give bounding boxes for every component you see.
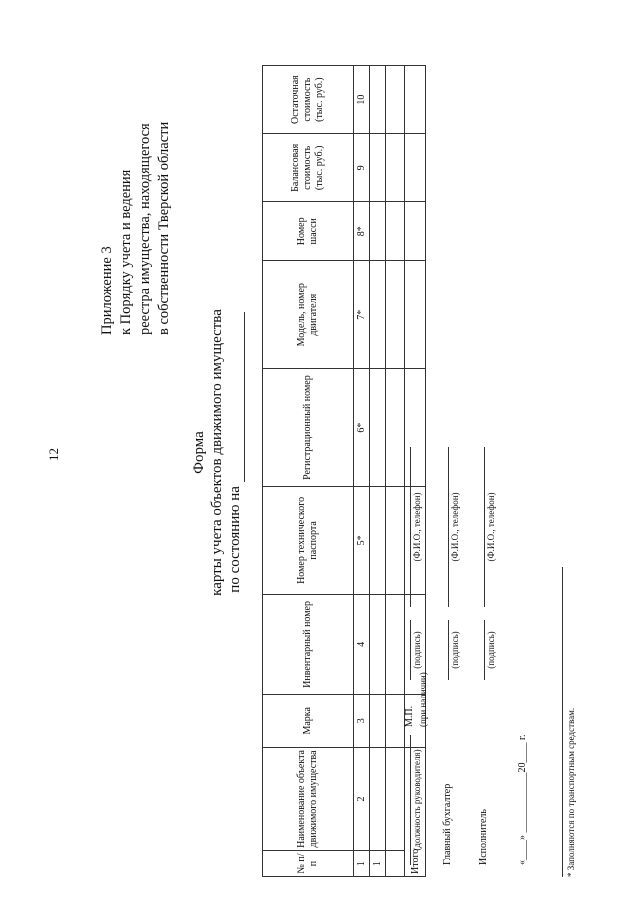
chief-fio-line (448, 447, 449, 607)
table-cell (370, 486, 386, 594)
footnote: * Заполняются по транспортным средствам. (566, 707, 576, 877)
form-subtitle: карты учета объектов движимого имущества (209, 309, 225, 596)
column-number: 4 (354, 594, 370, 694)
page-number: 12 (46, 448, 61, 461)
column-number: 7* (354, 261, 370, 369)
row-number: 1 (370, 851, 386, 877)
header-cell: Наименование объекта движимого имущества (263, 747, 354, 850)
header-cell: Остаточная стоимость (тыс. руб.) (263, 66, 354, 134)
table-cell (405, 134, 426, 202)
table-cell (386, 369, 405, 487)
table-cell (405, 66, 426, 134)
column-number: 9 (354, 134, 370, 202)
table-cell (370, 202, 386, 261)
stamp-note: (при наличии) (418, 672, 428, 727)
date-blank (226, 312, 245, 482)
table-cell (386, 694, 405, 747)
header-cell: Номер шасси (263, 202, 354, 261)
total-label: Итого (405, 747, 426, 876)
footnote-separator (562, 567, 563, 877)
header-cell: Инвентарный номер (263, 594, 354, 694)
head-sign-line (410, 620, 411, 680)
header-cell: № п/п (263, 851, 354, 877)
column-number: 6* (354, 369, 370, 487)
table-cell (386, 134, 405, 202)
appendix-line: к Порядку учета и ведения (118, 169, 134, 335)
table-cell (370, 369, 386, 487)
chief-accountant-label: Главный бухгалтер (442, 783, 453, 865)
table-cell (386, 202, 405, 261)
head-signature-line (410, 735, 411, 865)
appendix-line: реестра имущества, находящегося (137, 123, 153, 335)
head-position-caption: (должность руководителя) (412, 749, 422, 851)
column-number: 5* (354, 486, 370, 594)
form-title: Форма (191, 431, 207, 474)
table-row (386, 66, 405, 877)
table-cell (370, 261, 386, 369)
column-number: 8* (354, 202, 370, 261)
column-number: 10 (354, 66, 370, 134)
chief-sign-line (448, 620, 449, 680)
appendix-line: в собственности Тверской области (156, 121, 172, 335)
table-row (370, 66, 386, 877)
executor-sign-line (484, 620, 485, 680)
signature-caption: (подпись) (412, 631, 422, 669)
table-header-row (263, 66, 354, 877)
appendix-line: Приложение 3 (99, 246, 115, 335)
table-cell (386, 261, 405, 369)
table-cell (370, 134, 386, 202)
table-cell (386, 486, 405, 594)
column-number: 2 (354, 747, 370, 850)
fio-caption: (Ф.И.О., телефон) (450, 492, 460, 562)
table-cell (370, 66, 386, 134)
signature-caption: (подпись) (486, 631, 496, 669)
fio-caption: (Ф.И.О., телефон) (412, 492, 422, 562)
table-cell (370, 694, 386, 747)
table-cell (386, 66, 405, 134)
stamp-label: М.П. (404, 705, 415, 727)
header-cell: Марка (263, 694, 354, 747)
fio-caption: (Ф.И.О., телефон) (486, 492, 496, 562)
table-cell (370, 747, 386, 850)
as-of-label: по состоянию на (227, 486, 243, 593)
header-cell: Балансовая стоимость (тыс. руб.) (263, 134, 354, 202)
head-fio-line (410, 447, 411, 607)
table-cell (405, 261, 426, 369)
table-cell (370, 594, 386, 694)
date-field: «____» ____________20____ г. (517, 734, 528, 865)
executor-label: Исполнитель (478, 809, 489, 865)
table-cell (386, 747, 405, 850)
table-cell (386, 594, 405, 694)
appendix-block (98, 122, 174, 335)
form-date-line (226, 0, 245, 905)
signature-caption: (подпись) (450, 631, 460, 669)
inventory-table (262, 65, 426, 877)
table-cell (405, 202, 426, 261)
header-cell: Номер технического паспорта (263, 486, 354, 594)
column-number: 3 (354, 694, 370, 747)
table-cell (386, 851, 405, 877)
header-cell: Регистрационный номер (263, 369, 354, 487)
executor-fio-line (484, 447, 485, 607)
column-number: 1 (354, 851, 370, 877)
header-cell: Модель, номер двигателя (263, 261, 354, 369)
column-number-row (354, 66, 370, 877)
